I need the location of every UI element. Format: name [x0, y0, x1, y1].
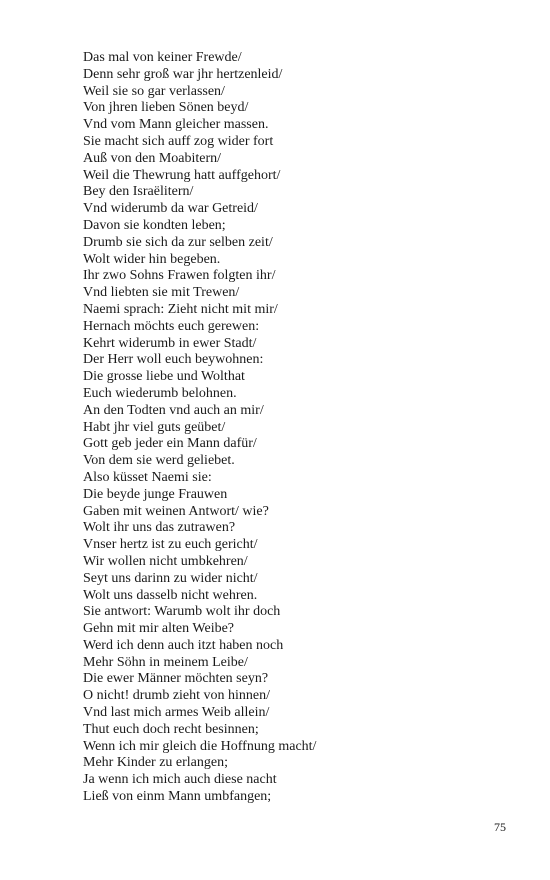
poem-line: Davon sie kondten leben; — [83, 217, 226, 233]
poem-line: Drumb sie sich da zur selben zeit/ — [83, 234, 273, 250]
poem-line: O nicht! drumb zieht von hinnen/ — [83, 688, 271, 704]
poem-line: Vnd vom Mann gleicher massen. — [83, 117, 269, 133]
poem-line: Bey den Israëlitern/ — [83, 184, 194, 200]
poem-line: Euch wiederumb belohnen. — [83, 385, 237, 401]
poem-line: Also küsset Naemi sie: — [83, 469, 212, 485]
poem-line: Wolt wider hin begeben. — [83, 251, 221, 267]
page-number: 75 — [494, 820, 506, 834]
poem-line: Seyt uns darinn zu wider nicht/ — [83, 570, 258, 586]
poem-line: Das mal von keiner Frewde/ — [83, 50, 242, 65]
poem-line: Gott geb jeder ein Mann dafür/ — [83, 436, 257, 452]
poem-line: Sie macht sich auff zog wider fort — [83, 133, 274, 149]
poem-line: Wolt uns dasselb nicht wehren. — [83, 587, 258, 603]
poem-line: Von dem sie werd geliebet. — [83, 453, 235, 469]
poem-line: Mehr Kinder zu erlangen; — [83, 755, 228, 771]
poem-line: Denn sehr groß war jhr hertzenleid/ — [83, 66, 283, 82]
poem-line: Kehrt widerumb in ewer Stadt/ — [83, 335, 257, 351]
poem-line: Mehr Söhn in meinem Leibe/ — [83, 654, 248, 670]
poem-line: An den Todten vnd auch an mir/ — [83, 402, 264, 418]
poem-line: Der Herr woll euch beywohnen: — [83, 352, 264, 368]
poem-line: Habt jhr viel guts geübet/ — [83, 419, 226, 435]
poem-line: Von jhren lieben Sönen beyd/ — [83, 100, 249, 116]
poem-line: Vnser hertz ist zu euch gericht/ — [83, 537, 258, 553]
poem-line: Die beyde junge Frauwen — [83, 486, 228, 502]
poem-line: Vnd widerumb da war Getreid/ — [83, 201, 258, 217]
poem-line: Hernach möchts euch gerewen: — [83, 318, 260, 334]
poem-line: Vnd last mich armes Weib allein/ — [83, 705, 270, 721]
poem-line: Thut euch doch recht besinnen; — [83, 721, 259, 737]
poem-line: Wolt ihr uns das zutrawen? — [83, 520, 236, 536]
poem-line: Ja wenn ich mich auch diese nacht — [83, 772, 277, 788]
poem-line: Gaben mit weinen Antwort/ wie? — [83, 503, 269, 519]
poem-line: Werd ich denn auch itzt haben noch — [83, 637, 284, 653]
poem-line: Weil sie so gar verlassen/ — [83, 83, 225, 99]
poem-line: Vnd liebten sie mit Trewen/ — [83, 285, 240, 301]
poem-line: Ließ von einm Mann umbfangen; — [83, 789, 272, 805]
poem-line: Wenn ich mir gleich die Hoffnung macht/ — [83, 738, 317, 754]
poem-line: Wir wollen nicht umbkehren/ — [83, 553, 248, 569]
poem-line: Ihr zwo Sohns Frawen folgten ihr/ — [83, 268, 276, 284]
poem-line: Naemi sprach: Zieht nicht mit mir/ — [83, 301, 278, 317]
poem-line: Gehn mit mir alten Weibe? — [83, 621, 235, 637]
poem-line: Die ewer Männer möchten seyn? — [83, 671, 269, 687]
poem-line: Sie antwort: Warumb wolt ihr doch — [83, 604, 281, 620]
poem-line: Weil die Thewrung hatt auffgehort/ — [83, 167, 281, 183]
poem-line: Die grosse liebe und Wolthat — [83, 369, 245, 385]
poem-text — [83, 50, 316, 806]
poem-line: Auß von den Moabitern/ — [83, 150, 222, 166]
